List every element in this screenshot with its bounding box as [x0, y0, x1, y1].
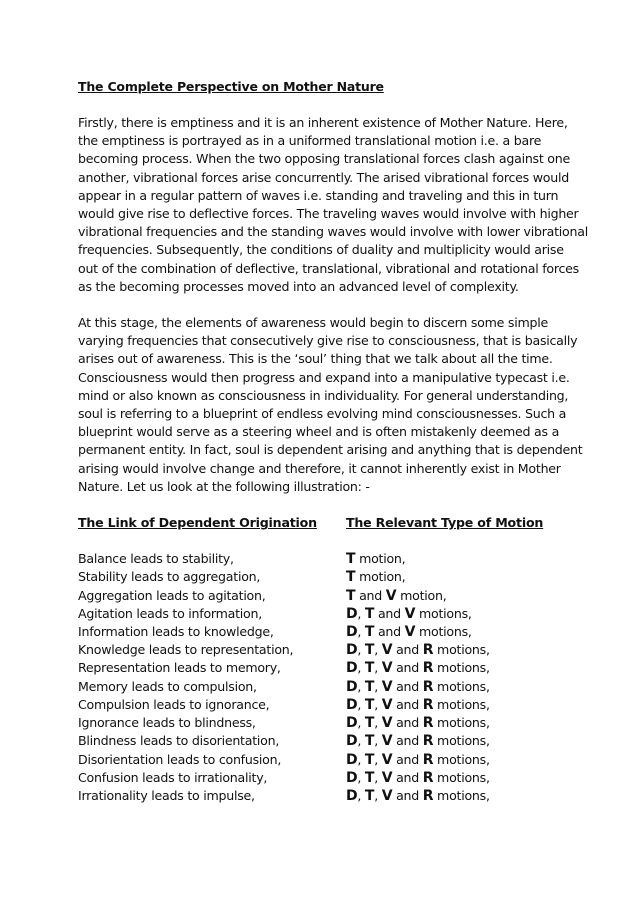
origination-link: Stability leads to aggregation, [78, 569, 261, 585]
motion-text: and [392, 787, 423, 803]
table-row [78, 550, 578, 568]
motion-text: motions, [433, 751, 490, 767]
paragraph-line: Firstly, there is emptiness and it is an inherent existence of Mother Nature. Here, [78, 115, 568, 130]
table-row [78, 605, 578, 623]
motion-letter: D [346, 696, 358, 713]
motion-text: motion, [355, 569, 406, 585]
motion-type [346, 659, 490, 677]
motion-text: and [355, 587, 386, 603]
document-page [78, 78, 588, 805]
motion-text: motions, [433, 696, 490, 712]
motion-text: motions, [433, 769, 490, 785]
origination-link: Memory leads to compulsion, [78, 678, 257, 694]
table-row [78, 769, 578, 787]
motion-letter: V [381, 660, 393, 677]
table-header-motion: The Relevant Type of Motion [346, 515, 544, 531]
motion-text: motions, [433, 678, 490, 694]
motion-text: and [392, 733, 423, 749]
motion-type [346, 696, 490, 714]
motion-letter: R [422, 678, 434, 695]
motion-type [346, 714, 490, 732]
paragraph-line: arises out of awareness. This is the ‘soul’ thing that we talk about all the time. [78, 351, 553, 367]
motion-text: and [392, 678, 423, 694]
motion-letter: D [346, 787, 358, 804]
motion-text: , [374, 696, 382, 712]
motion-letter: D [346, 624, 358, 641]
motion-text: , [357, 624, 365, 640]
origination-link: Disorientation leads to confusion, [78, 751, 282, 767]
motion-letter: V [404, 605, 416, 622]
motion-letter: D [346, 769, 358, 786]
motion-type [346, 605, 472, 623]
paragraph-2 [78, 314, 583, 496]
table-row [78, 623, 578, 641]
motion-text: motions, [415, 624, 472, 640]
motion-letter: D [346, 660, 358, 677]
motion-text: motions, [433, 733, 490, 749]
motion-text: motions, [433, 715, 490, 731]
motion-text: , [357, 787, 365, 803]
motion-letter: T [364, 715, 375, 732]
paragraph-line: vibrational frequencies and the standing waves would involve with lower vibrational [78, 224, 588, 240]
motion-text: , [357, 678, 365, 694]
motion-letter: V [381, 751, 393, 768]
motion-type [346, 641, 490, 659]
motion-letter: T [364, 642, 375, 659]
motion-letter: V [385, 587, 397, 604]
motion-text: , [374, 733, 382, 749]
motion-text: motions, [433, 660, 490, 676]
motion-text: , [374, 678, 382, 694]
motion-letter: T [346, 551, 356, 568]
paragraph-line: out of the combination of deflective, translational, vibrational and rotational forces [78, 260, 579, 276]
table-row [78, 568, 578, 586]
table-header-link: The Link of Dependent Origination [78, 515, 317, 531]
motion-text: motions, [433, 787, 490, 803]
paragraph-line: frequencies. Subsequently, the conditions of duality and multiplicity would arise [78, 242, 564, 258]
motion-letter: T [364, 769, 375, 786]
motion-letter: T [364, 787, 375, 804]
motion-letter: R [422, 787, 434, 804]
motion-letter: R [422, 642, 434, 659]
origination-link: Aggregation leads to agitation, [78, 587, 266, 603]
motion-letter: T [364, 751, 375, 768]
motion-letter: T [346, 569, 356, 586]
motion-letter: R [422, 751, 434, 768]
motion-letter: V [381, 678, 393, 695]
motion-type [346, 787, 490, 805]
paragraph-line: mind or also known as consciousness in individuality. For general understanding, [78, 387, 569, 403]
paragraph-line: soul is referring to a blueprint of endless evolving mind consciousnesses. Such a [78, 406, 567, 422]
table-row [78, 732, 578, 750]
origination-link: Knowledge leads to representation, [78, 642, 294, 658]
paragraph-line: varying frequencies that consecutively give rise to consciousness, that is basically [78, 333, 578, 349]
motion-text: motions, [433, 642, 490, 658]
motion-type [346, 587, 446, 605]
motion-letter: V [381, 715, 393, 732]
paragraph-line: blueprint would serve as a steering wheel and is often mistakenly deemed as a [78, 424, 560, 440]
motion-text: , [357, 696, 365, 712]
motion-text: , [374, 660, 382, 676]
motion-letter: T [364, 660, 375, 677]
motion-text: motions, [415, 605, 472, 621]
motion-type [346, 568, 405, 586]
table-row [78, 696, 578, 714]
motion-text: , [357, 769, 365, 785]
motion-letter: D [346, 605, 358, 622]
paragraph-line: becoming process. When the two opposing translational forces clash against one [78, 151, 570, 167]
motion-text: motion, [355, 551, 406, 567]
motion-text: and [374, 605, 405, 621]
table-row [78, 659, 578, 677]
motion-letter: T [364, 678, 375, 695]
motion-letter: R [422, 715, 434, 732]
motion-letter: D [346, 678, 358, 695]
motion-letter: V [381, 642, 393, 659]
motion-letter: D [346, 715, 358, 732]
motion-letter: R [422, 696, 434, 713]
motion-letter: D [346, 733, 358, 750]
paragraph-line: as the becoming processes moved into an advanced level of complexity. [78, 278, 519, 294]
motion-text: , [374, 715, 382, 731]
motion-text: , [357, 751, 365, 767]
motion-letter: T [364, 605, 375, 622]
motion-type [346, 769, 490, 787]
paragraph-line: Nature. Let us look at the following illustration: - [78, 478, 370, 494]
origination-link: Ignorance leads to blindness, [78, 715, 256, 731]
motion-letter: V [404, 624, 416, 641]
origination-link: Compulsion leads to ignorance, [78, 696, 270, 712]
motion-letter: R [422, 660, 434, 677]
motion-letter: T [346, 587, 356, 604]
table-row [78, 714, 578, 732]
table-row [78, 641, 578, 659]
motion-letter: R [422, 769, 434, 786]
motion-text: , [374, 642, 382, 658]
motion-letter: T [364, 624, 375, 641]
table-row [78, 587, 578, 605]
motion-text: and [374, 624, 405, 640]
paragraph-1 [78, 114, 588, 296]
paragraph-line: arising would involve change and therefore, it cannot inherently exist in Mother [78, 460, 561, 476]
dependent-origination-table [78, 514, 578, 805]
paragraph-line: the emptiness is portrayed as in a uniformed translational motion i.e. a bare [78, 133, 542, 149]
motion-text: , [374, 751, 382, 767]
paragraph-line: another, vibrational forces arise concurrently. The arised vibrational forces would [78, 169, 569, 185]
motion-type [346, 678, 490, 696]
document-title: The Complete Perspective on Mother Nature [78, 79, 384, 94]
motion-letter: R [422, 733, 434, 750]
paragraph-line: Consciousness would then progress and expand into a manipulative typecast i.e. [78, 369, 570, 385]
table-row [78, 678, 578, 696]
motion-letter: D [346, 751, 358, 768]
motion-text: , [357, 642, 365, 658]
paragraph-line: appear in a regular pattern of waves i.e. standing and traveling and this in turn [78, 187, 559, 203]
motion-letter: V [381, 733, 393, 750]
motion-letter: T [364, 696, 375, 713]
motion-text: , [357, 715, 365, 731]
origination-link: Balance leads to stability, [78, 551, 234, 567]
motion-text: and [392, 715, 423, 731]
origination-link: Representation leads to memory, [78, 660, 281, 676]
origination-link: Information leads to knowledge, [78, 624, 274, 640]
motion-text: and [392, 660, 423, 676]
paragraph-line: At this stage, the elements of awareness would begin to discern some simple [78, 315, 548, 331]
table-body [78, 550, 578, 805]
motion-text: , [357, 605, 365, 621]
motion-text: , [357, 733, 365, 749]
table-row [78, 787, 578, 805]
origination-link: Irrationality leads to impulse, [78, 787, 255, 803]
motion-text: and [392, 696, 423, 712]
origination-link: Agitation leads to information, [78, 605, 262, 621]
motion-text: , [357, 660, 365, 676]
paragraph-line: would give rise to deflective forces. The traveling waves would involve with higher [78, 206, 579, 222]
motion-type [346, 732, 490, 750]
motion-text: motion, [396, 587, 447, 603]
motion-text: and [392, 769, 423, 785]
table-row [78, 751, 578, 769]
motion-letter: V [381, 787, 393, 804]
motion-text: , [374, 787, 382, 803]
paragraph-line: permanent entity. In fact, soul is dependent arising and anything that is dependent [78, 442, 583, 458]
motion-text: , [374, 769, 382, 785]
motion-type [346, 550, 405, 568]
motion-type [346, 751, 490, 769]
origination-link: Confusion leads to irrationality, [78, 769, 268, 785]
motion-letter: V [381, 696, 393, 713]
motion-letter: V [381, 769, 393, 786]
motion-letter: D [346, 642, 358, 659]
origination-link: Blindness leads to disorientation, [78, 733, 280, 749]
table-header-row [78, 514, 578, 532]
motion-text: and [392, 751, 423, 767]
motion-letter: T [364, 733, 375, 750]
motion-text: and [392, 642, 423, 658]
motion-type [346, 623, 472, 641]
